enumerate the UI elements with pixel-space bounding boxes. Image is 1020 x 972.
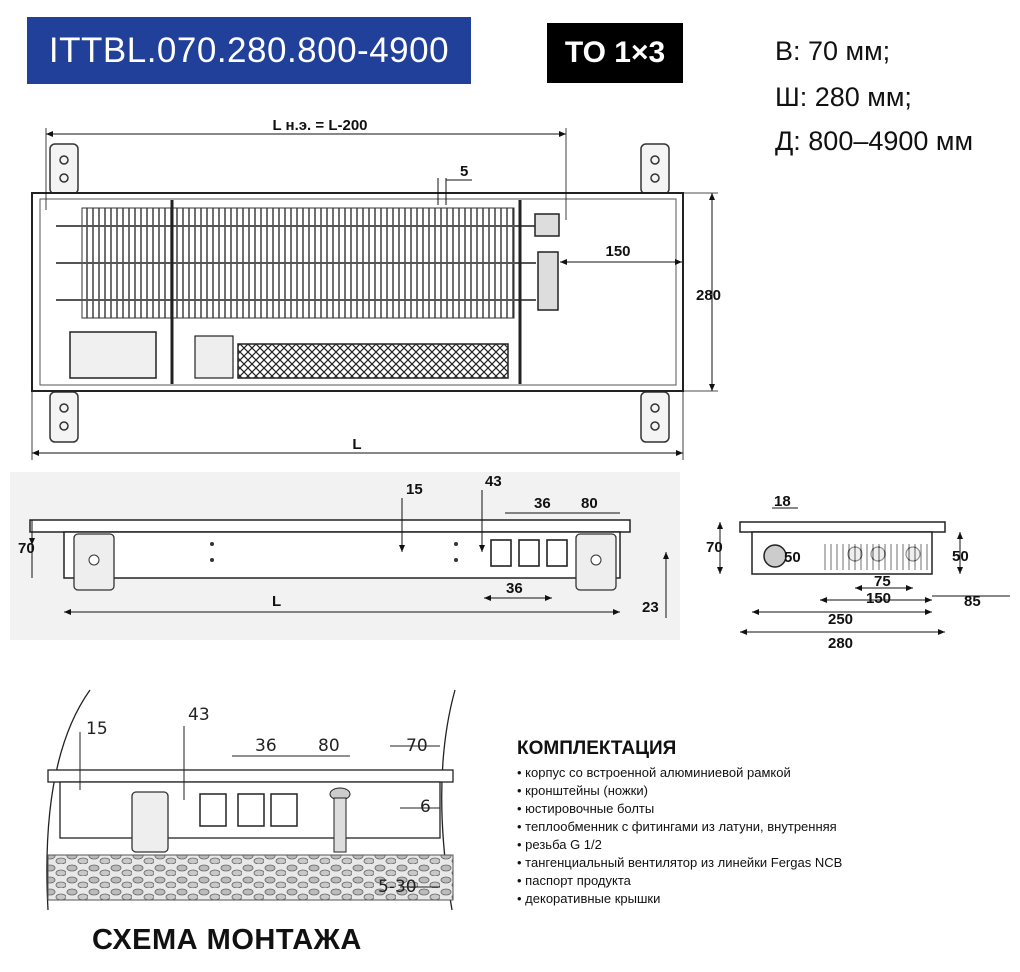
sec-d85: 85 <box>964 593 981 610</box>
sec-d280: 280 <box>828 635 854 652</box>
sec-d75: 75 <box>874 573 891 590</box>
sec-d150: 150 <box>866 590 892 607</box>
mount-d530: 5-30 <box>378 877 417 897</box>
spec-width: Ш: 280 мм; <box>775 82 912 112</box>
connector-icon <box>195 336 233 378</box>
kit-item: • корпус со встроенной алюминиевой рамкой <box>517 764 842 782</box>
side-view <box>10 472 680 640</box>
kit-title: КОМПЛЕКТАЦИЯ <box>517 738 677 759</box>
motor-box <box>70 332 156 378</box>
side-d36a: 36 <box>534 495 551 512</box>
kit-item: • декоративные крышки <box>517 890 842 908</box>
top-view <box>32 117 721 460</box>
spec-height: В: 70 мм; <box>775 36 891 66</box>
side-d15: 15 <box>406 481 423 498</box>
dim-offset-label: 150 <box>605 243 631 260</box>
pipe-outlets <box>200 794 297 826</box>
kit-item: • резьба G 1/2 <box>517 836 842 854</box>
spec-length: Д: 800–4900 мм <box>775 126 974 156</box>
scheme-title: СХЕМА МОНТАЖА <box>92 924 362 956</box>
sec-d50b: 50 <box>952 548 969 565</box>
kit-item: • тангенциальный вентилятор из линейки Fergas NCB <box>517 854 842 872</box>
side-d43: 43 <box>485 473 502 490</box>
mount-d6: 6 <box>420 797 431 817</box>
dim-gap-label: 5 <box>460 163 469 180</box>
fan-icon <box>764 545 786 567</box>
model-title: ITTBL.070.280.800-4900 <box>27 17 471 84</box>
kit-list <box>517 764 842 908</box>
side-dL: L <box>272 593 282 610</box>
type-badge: TO 1×3 <box>547 23 683 83</box>
mount-d43: 43 <box>188 705 210 725</box>
mount-d80: 80 <box>318 736 340 756</box>
dim-total-label: L <box>352 436 362 453</box>
side-d36b: 36 <box>506 580 523 597</box>
mount-d70: 70 <box>406 736 428 756</box>
sec-d50a: 50 <box>784 549 801 566</box>
kit-item: • паспорт продукта <box>517 872 842 890</box>
sec-d70: 70 <box>706 539 723 556</box>
bracket-icon <box>132 792 168 852</box>
mount-d15: 15 <box>86 719 108 739</box>
side-d80: 80 <box>581 495 598 512</box>
dim-width-label: 280 <box>696 287 722 304</box>
mount-view <box>47 690 455 910</box>
mount-d36: 36 <box>255 736 277 756</box>
fan-grille <box>238 344 508 378</box>
sec-d250: 250 <box>828 611 854 628</box>
kit-item: • теплообменник с фитингами из латуни, внутренняя <box>517 818 842 836</box>
kit-item: • кронштейны (ножки) <box>517 782 842 800</box>
pipe-outlets <box>491 540 567 566</box>
kit-item: • юстировочные болты <box>517 800 842 818</box>
section-view <box>706 493 1010 652</box>
fitting-icon <box>535 214 559 236</box>
side-h70: 70 <box>18 540 35 557</box>
sec-d18: 18 <box>774 493 791 510</box>
side-d23: 23 <box>642 599 659 616</box>
fitting-icon <box>538 252 558 310</box>
dim-len-label: L н.э. = L-200 <box>272 117 368 134</box>
